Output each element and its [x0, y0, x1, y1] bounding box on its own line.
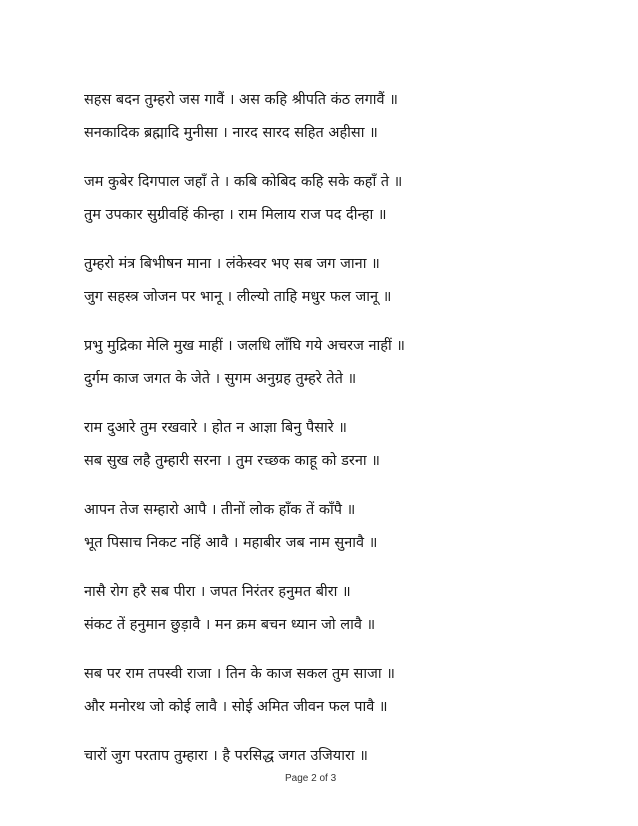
stanza-1 [84, 92, 584, 141]
verse-line: सहस बदन तुम्हरो जस गावैं । अस कहि श्रीपति कंठ लगावैं ॥ [84, 92, 398, 108]
verse-line: जुग सहस्त्र जोजन पर भानू । लील्यो ताहि मधुर फल जानू ॥ [84, 289, 392, 305]
stanza-6 [84, 502, 584, 551]
page-number: Page 2 of 3 [285, 773, 337, 784]
verse-line: चारों जुग परताप तुम्हारा । है परसिद्ध जगत उजियारा ॥ [84, 748, 368, 764]
verse-line: भूत पिसाच निकट नहिं आवै । महाबीर जब नाम सुनावै ॥ [84, 535, 378, 551]
verse-line: तुम उपकार सुग्रीवहिं कीन्हा । राम मिलाय राज पद दीन्हा ॥ [84, 207, 387, 223]
verse-line: राम दुआरे तुम रखवारे । होत न आज्ञा बिनु पैसारे ॥ [84, 420, 347, 436]
verse-line: नासै रोग हरै सब पीरा । जपत निरंतर हनुमत बीरा ॥ [84, 584, 351, 600]
verse-line: और मनोरथ जो कोई लावै । सोई अमित जीवन फल पावै ॥ [84, 699, 388, 715]
verse-line: आपन तेज सम्हारो आपै । तीनों लोक हाँक तें काँपै ॥ [84, 502, 356, 518]
stanza-5 [84, 420, 584, 469]
verse-line: प्रभु मुद्रिका मेलि मुख माहीं । जलधि लाँघि गये अचरज नाहीं ॥ [84, 338, 405, 354]
verse-line: सनकादिक ब्रह्मादि मुनीसा । नारद सारद सहित अहीसा ॥ [84, 125, 378, 141]
stanza-7 [84, 584, 584, 633]
verse-line: संकट तें हनुमान छुड़ावै । मन क्रम बचन ध्यान जो लावै ॥ [84, 617, 376, 633]
stanza-2 [84, 174, 584, 223]
verse-line: जम कुबेर दिगपाल जहाँ ते । कबि कोबिद कहि सके कहाँ ते ॥ [84, 174, 403, 190]
verse-line: दुर्गम काज जगत के जेते । सुगम अनुग्रह तुम्हरे तेते ॥ [84, 371, 357, 387]
stanza-9 [84, 748, 584, 764]
verse-line: सब सुख लहै तुम्हारी सरना । तुम रच्छक काहू को डरना ॥ [84, 453, 380, 469]
stanza-4 [84, 338, 584, 387]
verse-line: तुम्हरो मंत्र बिभीषन माना । लंकेस्वर भए सब जग जाना ॥ [84, 256, 380, 272]
verse-line: सब पर राम तपस्वी राजा । तिन के काज सकल तुम साजा ॥ [84, 666, 395, 682]
chalisa-text [84, 92, 584, 797]
stanza-3 [84, 256, 584, 305]
stanza-8 [84, 666, 584, 715]
